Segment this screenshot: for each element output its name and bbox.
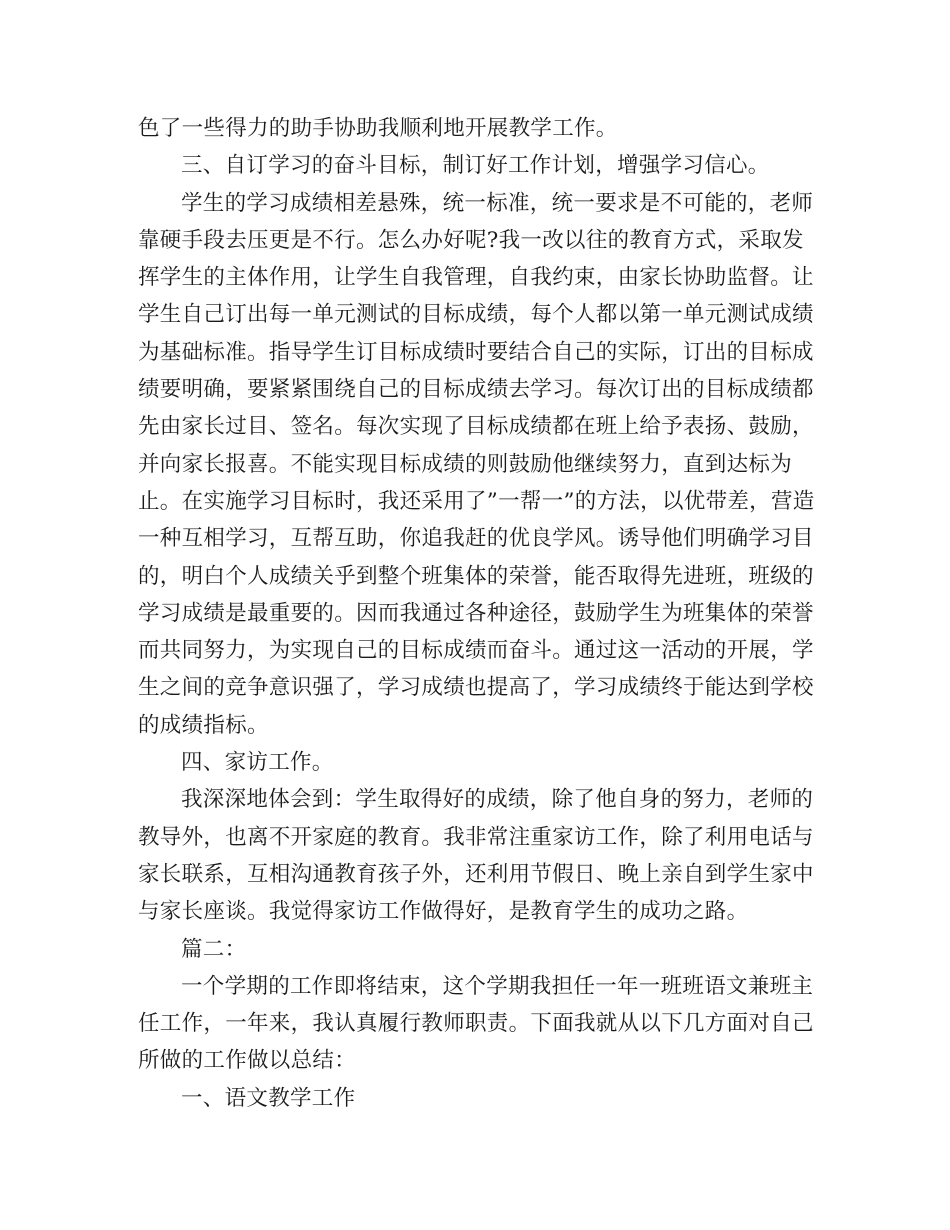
document-body — [138, 110, 818, 1117]
section-heading-three: 三、自订学习的奋斗目标，制订好工作计划，增强学习信心。 — [181, 153, 770, 179]
paragraph-part-two-intro: 一个学期的工作即将结束，这个学期我担任一年一班班语文兼班主任工作，一年来，我认真履行教师职责。下面我就从以下几方面对自己所做的工作做以总结： — [138, 973, 814, 1074]
part-two-heading: 篇二： — [181, 936, 247, 962]
paragraph-continuation: 色了一些得力的助手协助我顺利地开展教学工作。 — [138, 116, 618, 141]
section-heading-four: 四、家访工作。 — [181, 750, 334, 776]
section-heading-one: 一、语文教学工作 — [181, 1085, 356, 1111]
paragraph-study-goals: 学生的学习成绩相差悬殊，统一标准，统一要求是不可能的，老师靠硬手段去压更是不行。怎么办好呢?我一改以往的教育方式，采取发挥学生的主体作用，让学生自我管理，自我约束，由家长协助监督。让学生自己订出每一单元测试的目标成绩，每个人都以第一单元测试成绩为基础标准。指导学生订目标成绩时要结合自己的实际，订出的目标成绩要明确，要紧紧围绕自己的目标成绩去学习。每次订出的目标成绩都先由家长过目、签名。每次实现了目标成绩都在班上给予表扬、鼓励，并向家长报喜。不能实现目标成绩的则鼓励他继续努力，直到达标为止。在实施学习目标时，我还采用了”一帮一”的方法，以优带差，营造一种互相学习，互帮互助，你追我赶的优良学风。诱导他们明确学习目的，明白个人成绩关乎到整个班集体的荣誉，能否取得先进班，班级的学习成绩是最重要的。因而我通过各种途径，鼓励学生为班集体的荣誉而共同努力，为实现自己的目标成绩而奋斗。通过这一活动的开展，学生之间的竞争意识强了，学习成绩也提高了，学习成绩终于能达到学校的成绩指标。 — [138, 190, 815, 738]
paragraph-home-visits: 我深深地体会到：学生取得好的成绩，除了他自身的努力，老师的教导外，也离不开家庭的教育。我非常注重家访工作，除了利用电话与家长联系，互相沟通教育孩子外，还利用节假日、晚上亲自到学生家中与家长座谈。我觉得家访工作做得好，是教育学生的成功之路。 — [138, 787, 814, 925]
